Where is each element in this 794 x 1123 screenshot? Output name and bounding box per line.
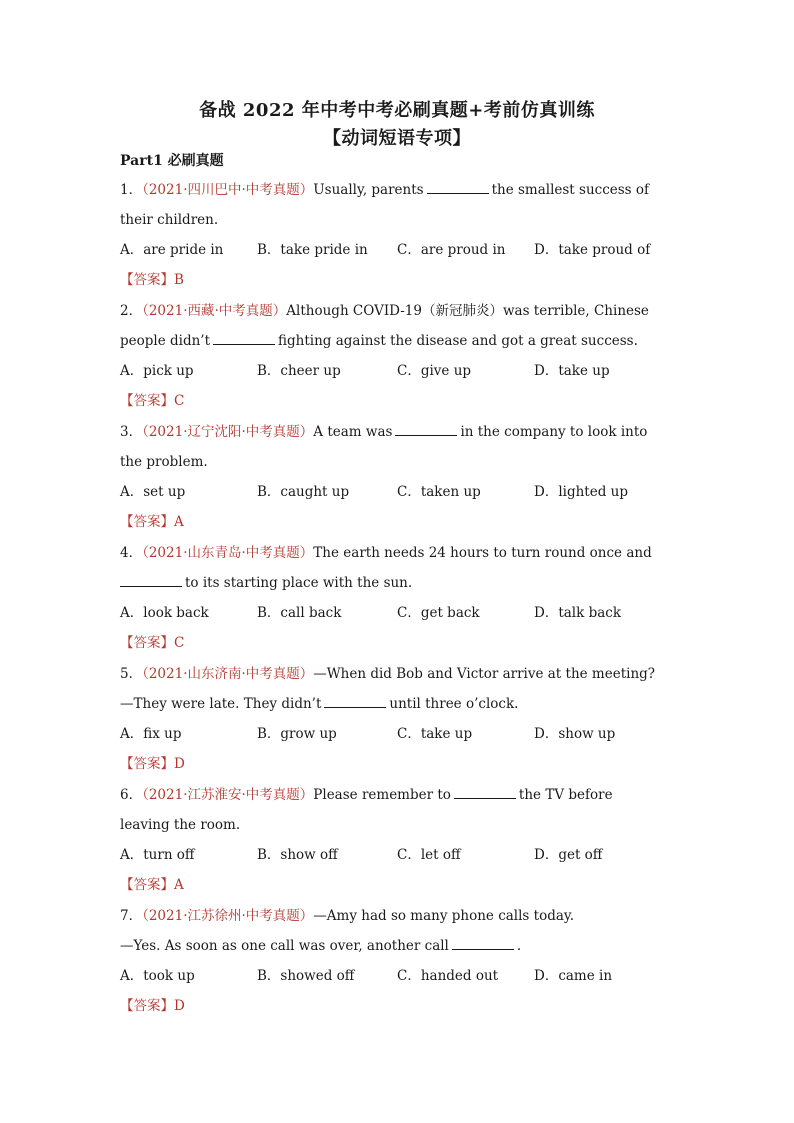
answer-value: B — [174, 272, 184, 288]
options-row — [120, 598, 680, 628]
option-a: A．set up — [120, 484, 186, 500]
question-text: —When did Bob and Victor arrive at the meeting? — [313, 666, 656, 682]
question-text-continued: their children. — [120, 212, 219, 228]
question-text: the smallest success of — [491, 182, 650, 198]
question-text: . — [516, 938, 522, 954]
question-number: 2． — [120, 303, 143, 319]
answer-row — [120, 749, 680, 779]
option-d: D．take up — [534, 363, 610, 379]
answer-row — [120, 507, 680, 537]
answer-value: A — [174, 877, 184, 893]
answer-blank — [395, 421, 457, 436]
question-source: （2021·山东青岛·中考真题） — [142, 545, 314, 561]
option-a: A．pick up — [120, 363, 194, 379]
question-source: （2021·四川巴中·中考真题） — [142, 182, 314, 198]
question-4 — [120, 538, 680, 658]
document-title: 备战 2022 年中考中考必刷真题+考前仿真训练 — [199, 100, 595, 121]
option-b: B．caught up — [257, 484, 350, 500]
answer-row — [120, 991, 680, 1021]
option-a: A．turn off — [120, 847, 195, 863]
answer-blank — [213, 330, 275, 345]
option-d: D．came in — [534, 968, 613, 984]
option-b: B．call back — [257, 605, 342, 621]
answer-blank — [120, 572, 182, 587]
answer-row — [120, 628, 680, 658]
option-d: D．lighted up — [534, 484, 628, 500]
answer-value: A — [174, 514, 184, 530]
options-row — [120, 961, 680, 991]
option-b: B．cheer up — [257, 363, 341, 379]
question-text: people didn’t — [120, 333, 211, 349]
answer-blank — [452, 935, 514, 950]
question-source: （2021·山东济南·中考真题） — [142, 666, 314, 682]
question-number: 6． — [120, 787, 143, 803]
option-c: C．handed out — [397, 968, 499, 984]
option-d: D．take proud of — [534, 242, 651, 258]
answer-value: D — [174, 998, 185, 1014]
part-label: Part1 必刷真题 — [120, 153, 224, 169]
answer-label: 【答案】 — [120, 272, 174, 288]
question-text: in the company to look into — [460, 424, 648, 440]
question-source: （2021·辽宁沈阳·中考真题） — [142, 424, 314, 440]
answer-row — [120, 870, 680, 900]
option-a: A．are pride in — [120, 242, 224, 258]
question-text: Although COVID-19（新冠肺炎）was terrible, Chinese — [286, 303, 649, 319]
question-text: —Amy had so many phone calls today. — [313, 908, 575, 924]
answer-value: D — [174, 756, 185, 772]
option-c: C．taken up — [397, 484, 481, 500]
option-b: B．show off — [257, 847, 338, 863]
options-row — [120, 356, 680, 386]
question-text: The earth needs 24 hours to turn round once and — [313, 545, 652, 561]
answer-label: 【答案】 — [120, 393, 174, 409]
question-1 — [120, 175, 680, 295]
question-text: Usually, parents — [313, 182, 424, 198]
question-text: to its starting place with the sun. — [185, 575, 413, 591]
question-6 — [120, 780, 680, 900]
question-text: —Yes. As soon as one call was over, another call — [120, 938, 449, 954]
question-5 — [120, 659, 680, 779]
options-row — [120, 477, 680, 507]
question-text: A team was — [313, 424, 393, 440]
option-c: C．are proud in — [397, 242, 506, 258]
answer-blank — [454, 784, 516, 799]
question-source: （2021·西藏·中考真题） — [142, 303, 287, 319]
answer-label: 【答案】 — [120, 756, 174, 772]
option-a: A．took up — [120, 968, 195, 984]
option-a: A．look back — [120, 605, 209, 621]
options-row — [120, 235, 680, 265]
option-c: C．give up — [397, 363, 472, 379]
question-3 — [120, 417, 680, 537]
question-number: 3． — [120, 424, 143, 440]
question-number: 1． — [120, 182, 143, 198]
option-d: D．talk back — [534, 605, 622, 621]
answer-row — [120, 386, 680, 416]
question-source: （2021·江苏徐州·中考真题） — [142, 908, 314, 924]
question-number: 4． — [120, 545, 143, 561]
answer-blank — [427, 179, 489, 194]
answer-row — [120, 265, 680, 295]
option-b: B．grow up — [257, 726, 337, 742]
option-c: C．let off — [397, 847, 461, 863]
option-d: D．get off — [534, 847, 603, 863]
question-text-continued: the problem. — [120, 454, 208, 470]
option-d: D．show up — [534, 726, 616, 742]
question-text: Please remember to — [313, 787, 451, 803]
options-row — [120, 840, 680, 870]
question-number: 7． — [120, 908, 143, 924]
answer-value: C — [174, 635, 185, 651]
question-source: （2021·江苏淮安·中考真题） — [142, 787, 314, 803]
answer-label: 【答案】 — [120, 635, 174, 651]
answer-label: 【答案】 — [120, 877, 174, 893]
option-b: B．showed off — [257, 968, 355, 984]
option-a: A．fix up — [120, 726, 182, 742]
option-b: B．take pride in — [257, 242, 368, 258]
question-2 — [120, 296, 680, 416]
options-row — [120, 719, 680, 749]
answer-label: 【答案】 — [120, 514, 174, 530]
question-text: the TV before — [518, 787, 613, 803]
option-c: C．get back — [397, 605, 480, 621]
question-7 — [120, 901, 680, 1021]
question-text: fighting against the disease and got a great success. — [278, 333, 638, 349]
answer-blank — [324, 693, 386, 708]
document-subtitle: 【动词短语专项】 — [323, 128, 471, 149]
answer-label: 【答案】 — [120, 998, 174, 1014]
question-text: —They were late. They didn’t — [120, 696, 322, 712]
question-text-continued: leaving the room. — [120, 817, 241, 833]
question-text: until three o’clock. — [389, 696, 519, 712]
question-number: 5． — [120, 666, 143, 682]
option-c: C．take up — [397, 726, 473, 742]
answer-value: C — [174, 393, 185, 409]
